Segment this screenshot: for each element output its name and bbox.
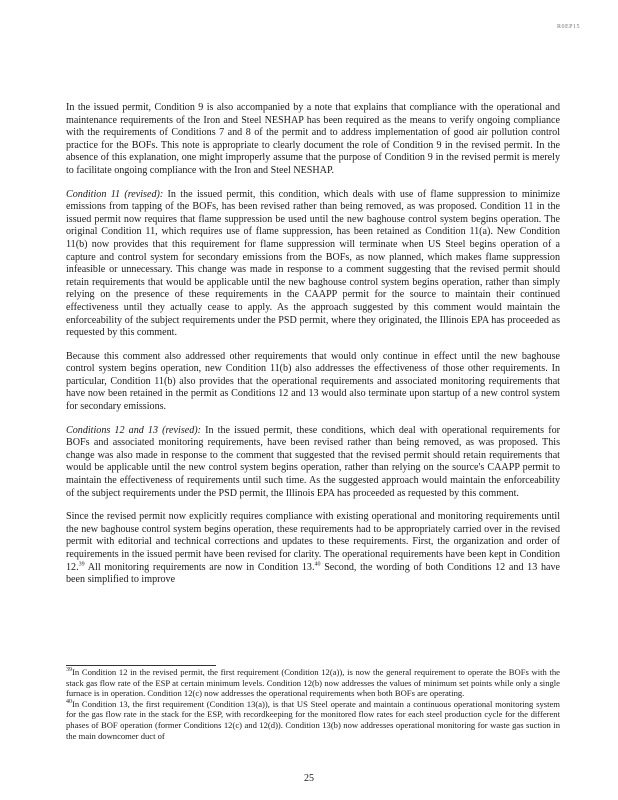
footnote-39-text: In Condition 12 in the revised permit, the first requirement (Condition 12(a)), is now the general requirement to operate the BOFs with the stack gas flow rate of the ESP at certain minimum levels. Condition 12(b) now addresses the values of minimum set points while only a single furnace is in operation. Condition 12(c) now addresses the operational requirements when both BOFs are operating.	[66, 667, 560, 699]
footnote-40-number: 40	[66, 698, 72, 705]
document-stamp: R0EP15	[556, 24, 580, 30]
footnote-40	[66, 699, 560, 741]
paragraph-conditions-12-13	[66, 425, 560, 501]
footnotes	[66, 667, 560, 741]
footnote-divider	[66, 665, 216, 666]
condition-11-heading: Condition 11 (revised):	[66, 188, 164, 200]
footnote-40-text: In Condition 13, the first requirement (Condition 13(a)), is that US Steel operate and maintain a continuous operational monitoring system for the gas flow rate in the stack for the ESP, with recordkeeping for the monitored flow rates for each steel production cycle for the different phases of BOF operation (former Conditions 12(c) and 12(d)). Condition 13(b) now addresses operational monitoring for waste gas suction in the main downcomer duct of	[66, 698, 560, 741]
conditions-12-13-text: In the issued permit, these conditions, which deal with operational requirements for BOFs and associated monitoring requirements, have been revised rather than being removed, as was proposed. This change was also made in response to the comment that suggested that the revised permit should retain requirements that would be applicable until the new control system begins operation, rather than relying on the source's CAAPP permit to maintain the effectiveness of requirements until such time. As the suggested approach would maintain the enforceability of the subject requirements under the PSD permit, the Illinois EPA has proceeded as requested by this comment.	[66, 424, 561, 499]
revised-permit-text-a: Since the revised permit now explicitly requires compliance with existing operational and monitoring requirements until the new baghouse control system begins operation, these requirements had to be appropriately carried over in the revised permit with editorial and technical corrections and updates to these requirements. First, the organization and order of requirements in the issued permit have been revised for clarity. The operational requirements have been kept in Condition 12.	[66, 511, 560, 573]
footnote-ref-40[interactable]: 40	[314, 561, 321, 568]
footnote-39	[66, 667, 560, 699]
condition-11-text: In the issued permit, this condition, which deals with use of flame suppression to minimize emissions from tapping of the BOFs, has been revised rather than being removed, as was proposed. Condition 11 in the issued permit now requires that flame suppression be used until the new baghouse control system begins operation. The original Condition 11, which requires use of flame suppression, has been retained as Condition 11(a). New Condition 11(b) now provides that this requirement for flame suppression will terminate when US Steel begins operation of a capture and control system for secondary emissions from the BOFs, as now planned, which makes flame suppression infeasible or unnecessary. This change was made in response to a comment suggesting that the revised permit should retain requirements that would be applicable until the new baghouse control system begins operation, rather than simply relying on the presence of these requirements in the CAAPP permit for the source to maintain their continued effectiveness until they actually cease to apply. As the approach suggested by this comment would maintain the enforceability of the subject requirements under the PSD permit, where they originated, the Illinois EPA has proceeded as requested by this comment.	[66, 188, 560, 339]
footnote-39-number: 39	[66, 667, 72, 674]
paragraph-condition-9-note: In the issued permit, Condition 9 is also accompanied by a note that explains that compliance with the operational and maintenance requirements of the Iron and Steel NESHAP has been required as the means to verify ongoing compliance with the requirements of Conditions 7 and 8 of the permit and to address implementation of good air pollution control practice for the BOFs. This note is appropriate to clearly document the role of Condition 9 in the revised permit. In the absence of this explanation, one might improperly assume that the purpose of Condition 9 in the revised permit is merely to facilitate ongoing compliance with the Iron and Steel NESHAP.	[66, 102, 560, 176]
paragraph-condition-11b: Because this comment also addressed other requirements that would only continue in effect until the new baghouse control system begins operation, new Condition 11(b) also addresses the effectiveness of those other requirements. In particular, Condition 11(b) also provides that the operational requirements and associated monitoring requirements that have now been retained in the permit as Conditions 12 and 13 would also terminate upon startup of a new control system for secondary emissions.	[66, 350, 560, 413]
paragraph-condition-11	[66, 189, 560, 340]
revised-permit-text-b: All monitoring requirements are now in Condition 13.	[84, 561, 315, 573]
conditions-12-13-heading: Conditions 12 and 13 (revised):	[66, 424, 202, 436]
revised-permit-text-c: Second, the wording of both Conditions 12 and 13 have been simplified to improve	[66, 561, 560, 586]
footnote-ref-39[interactable]: 39	[78, 561, 85, 568]
page-number: 25	[304, 773, 314, 784]
paragraph-revised-permit	[66, 511, 560, 587]
body-text	[66, 102, 560, 598]
